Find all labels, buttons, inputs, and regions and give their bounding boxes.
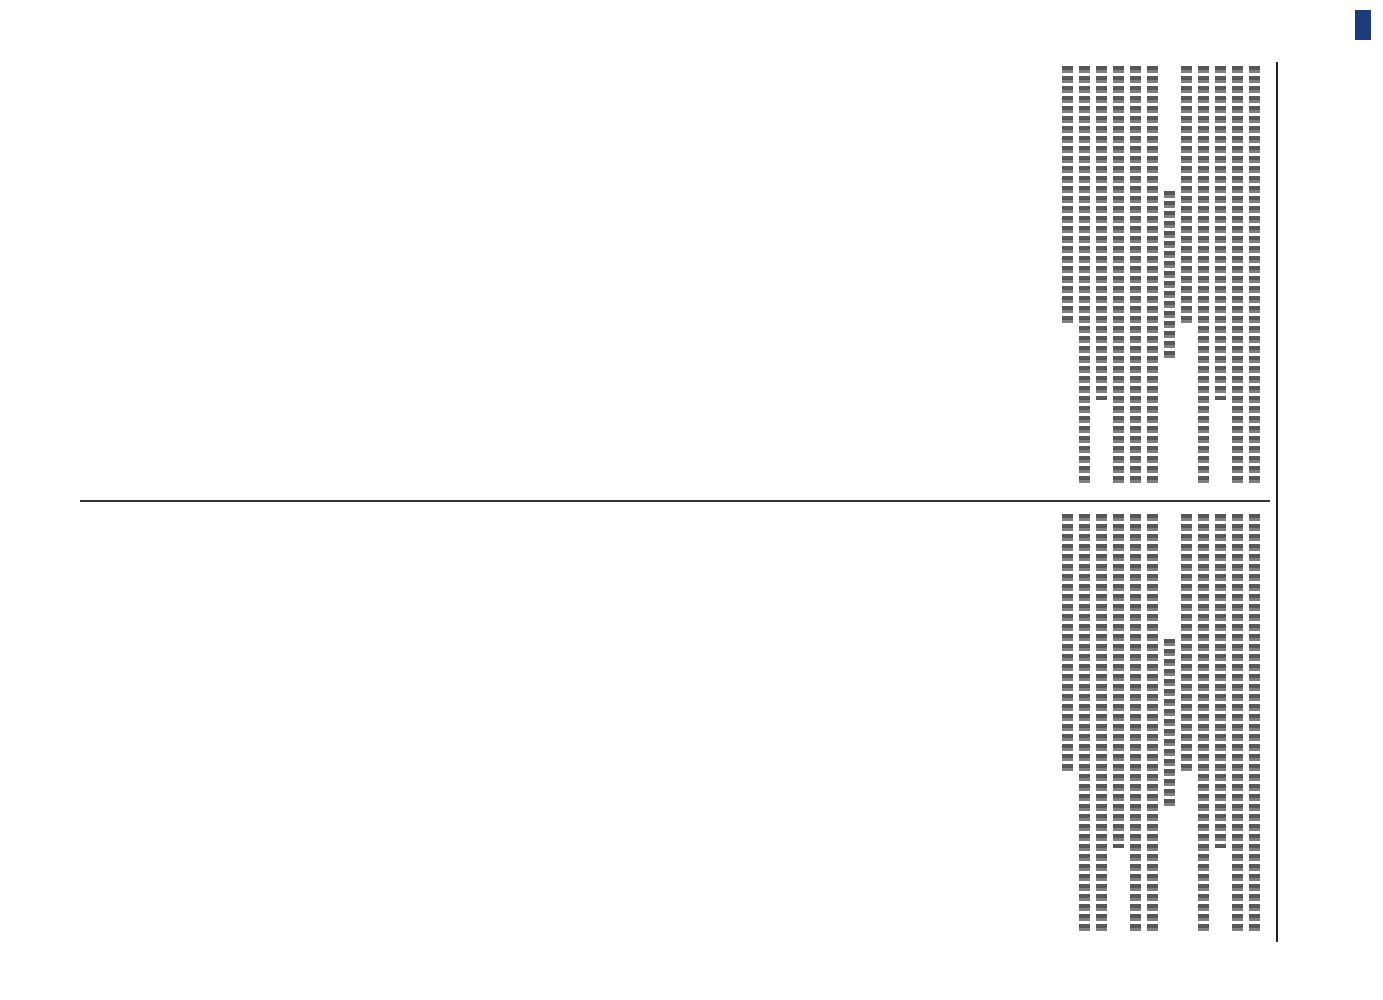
text-line bbox=[1215, 66, 1226, 400]
dfg-logo bbox=[1355, 10, 1371, 40]
text-line bbox=[1232, 514, 1243, 932]
text-line bbox=[1249, 66, 1260, 484]
text-line bbox=[1232, 66, 1243, 484]
text-line bbox=[1062, 514, 1073, 773]
rotated-page bbox=[73, 62, 1318, 942]
text-line bbox=[1164, 191, 1175, 358]
text-line bbox=[1147, 66, 1158, 484]
text-line bbox=[1215, 514, 1226, 848]
text-line bbox=[1181, 514, 1192, 773]
text-line bbox=[1096, 66, 1107, 400]
right-column bbox=[86, 514, 1266, 932]
text-line bbox=[1079, 514, 1090, 932]
digitization-stamp bbox=[1353, 8, 1373, 992]
text-line bbox=[1147, 514, 1158, 932]
text-line bbox=[1096, 514, 1107, 932]
text-line bbox=[1249, 514, 1260, 932]
text-line bbox=[1130, 66, 1141, 484]
text-line bbox=[1062, 66, 1073, 325]
left-column bbox=[86, 66, 1266, 484]
text-line bbox=[1198, 66, 1209, 484]
text-line bbox=[1198, 514, 1209, 932]
text-line bbox=[1164, 639, 1175, 806]
text-line bbox=[1079, 66, 1090, 484]
text-line bbox=[1113, 66, 1124, 484]
text-line bbox=[1181, 66, 1192, 325]
text-line bbox=[1130, 514, 1141, 932]
page-header bbox=[1276, 62, 1318, 942]
text-line bbox=[1113, 514, 1124, 848]
column-divider bbox=[80, 500, 1270, 502]
